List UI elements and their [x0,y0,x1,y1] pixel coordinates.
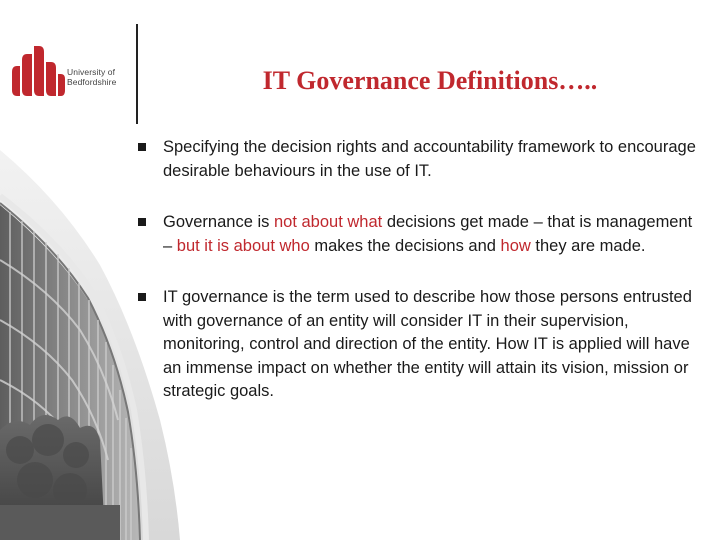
text-segment: decisions get made – that is management – [163,213,693,255]
logo-line-1: University of [67,67,116,77]
square-bullet-icon [138,218,146,226]
square-bullet-icon [138,293,146,301]
bullet-item-3 [138,286,698,404]
text-segment: makes the decisions and [309,236,501,255]
bullet-3-text: IT governance is the term used to describe how those persons entrusted with governance of an entity will consider IT in their supervision, monitoring, control and direction of the entity. How IT is applied will have an immense impact on whether the entity will attain its vision, mission or strategic goals. [163,288,692,400]
logo-line-2: Bedfordshire [67,77,117,87]
text-segment: they are made. [530,236,646,255]
bullet-item-2 [138,211,698,258]
logo-mark-icon [8,40,68,100]
text-segment: Governance is [163,213,274,231]
bullet-1-text: Specifying the decision rights and accountability framework to encourage desirable behaviours in the use of IT. [163,138,696,180]
highlight-segment: not about what [273,213,383,231]
highlight-segment: how [500,236,531,255]
square-bullet-icon [138,143,146,151]
logo-text [67,67,116,87]
slide-title: IT Governance Definitions….. [262,66,598,95]
bullet-item-1 [138,136,698,183]
bullet-2-text [163,213,692,255]
highlight-segment: but it is about who [176,236,310,255]
divider-line [136,24,138,124]
bullet-list [138,136,698,404]
